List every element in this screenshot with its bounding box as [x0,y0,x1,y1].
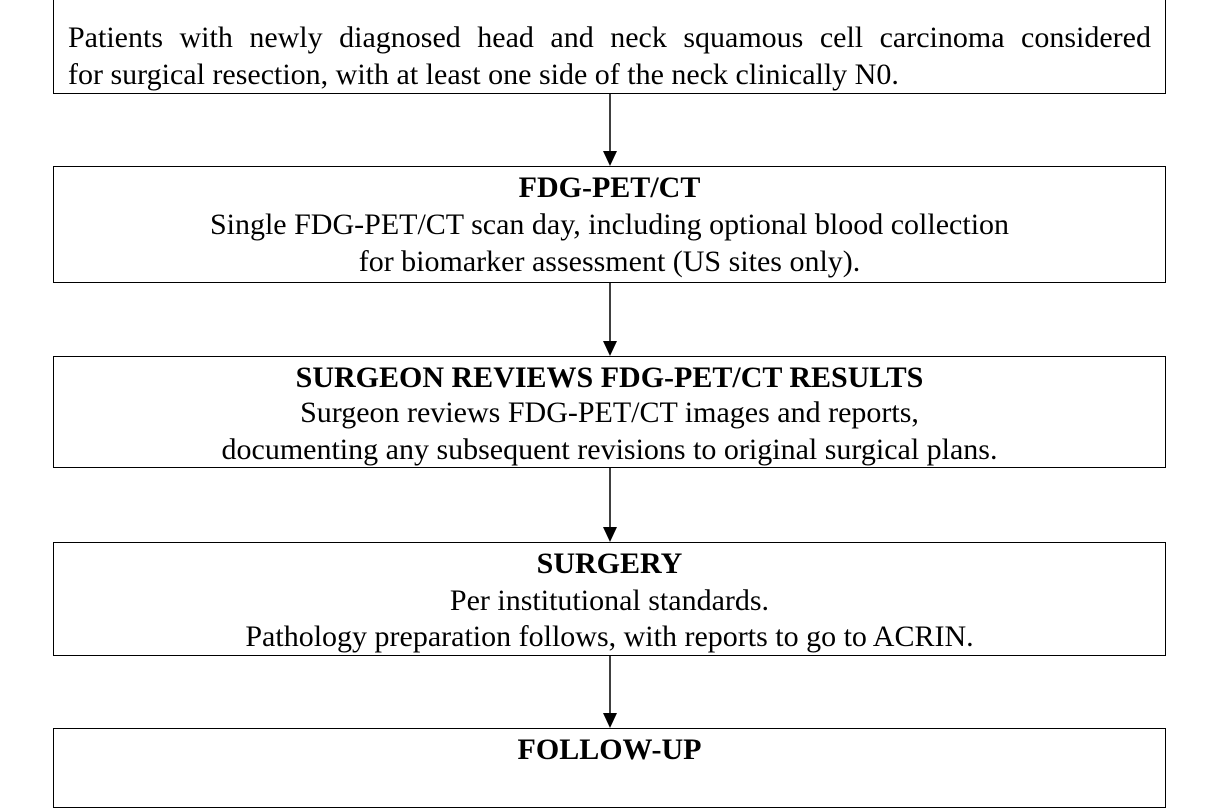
surgeon-review-line-1: Surgeon reviews FDG-PET/CT images and reports, [300,396,919,429]
surgery-line-2: Pathology preparation follows, with reports to go to ACRIN. [245,620,974,653]
arrow-fdg-to-surgeon-review [603,283,617,356]
arrow-surgeon-review-to-surgery [603,468,617,542]
arrow-eligibility-to-fdg [603,94,617,166]
surgery-title: SURGERY [536,547,683,580]
fdg-pet-ct-line-2: for biomarker assessment (US sites only). [358,245,861,278]
eligibility-box [53,0,1166,94]
eligibility-line-2: for surgical resection, with at least one side of the neck clinically N0. [68,58,899,91]
fdg-pet-ct-title: FDG-PET/CT [518,171,701,204]
fdg-pet-ct-box [53,166,1166,283]
fdg-pet-ct-line-1: Single FDG-PET/CT scan day, including optional blood collection [209,208,1010,241]
arrow-surgery-to-follow-up [603,656,617,728]
surgery-line-1: Per institutional standards. [449,584,770,617]
follow-up-box [53,728,1166,808]
eligibility-line-1: Patients with newly diagnosed head and neck squamous cell carcinoma considered [68,21,1151,54]
surgeon-review-title: SURGEON REVIEWS FDG-PET/CT RESULTS [295,361,924,394]
surgery-box [53,542,1166,656]
surgeon-review-box [53,356,1166,468]
surgeon-review-line-2: documenting any subsequent revisions to original surgical plans. [221,433,998,466]
follow-up-title: FOLLOW-UP [517,733,702,766]
